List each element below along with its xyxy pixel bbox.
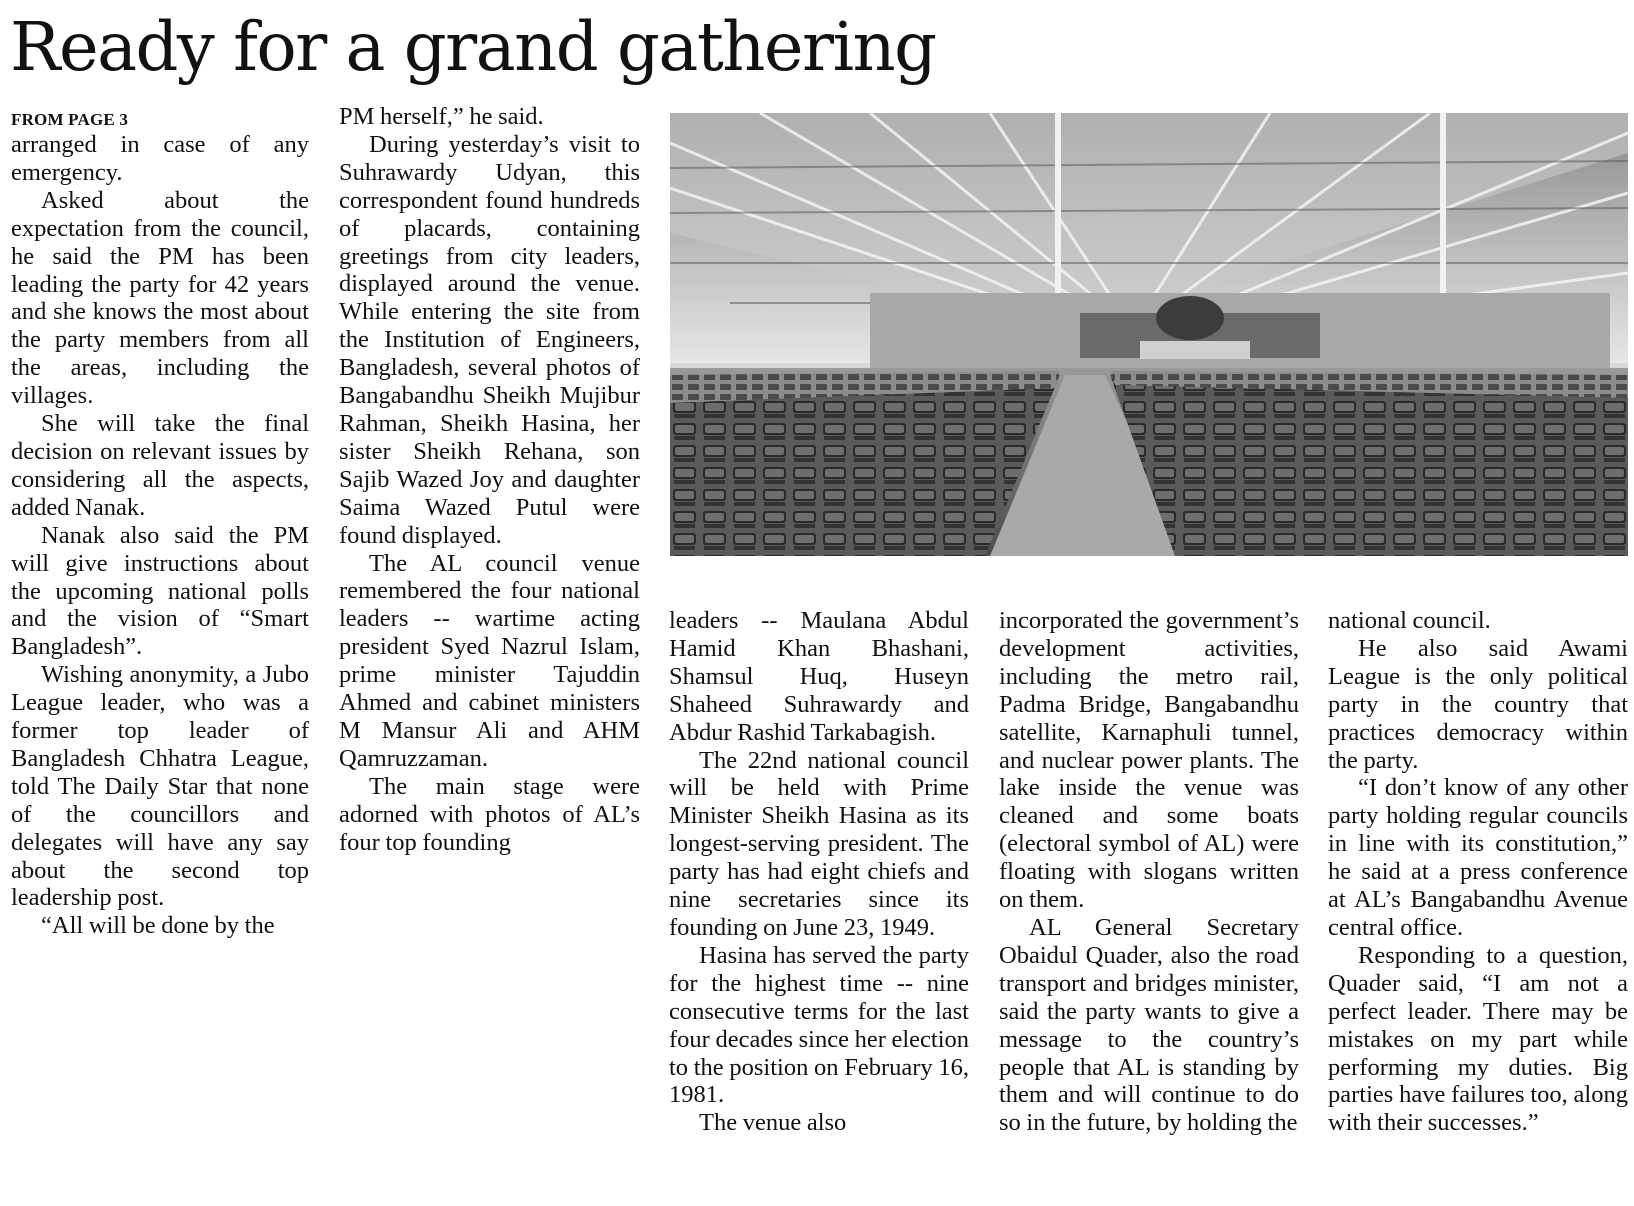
- paragraph: Responding to a question, Quader said, “I am not a perfect leader. There may be mistakes on my part while performing my duties. Big parties have failures too, along with their successes.”: [1328, 941, 1628, 1137]
- paragraph: arranged in case of any emergency.: [11, 131, 309, 186]
- paragraph: The AL council venue remembered the four national leaders -- wartime acting president Syed Nazrul Islam, prime minister Tajuddin Ahmed and cabinet ministers M Mansur Ali and AHM Qamruzzaman.: [339, 549, 640, 772]
- paragraph: The 22nd national council will be held with Prime Minister Sheikh Hasina as its longest-serving president. The party has had eight chiefs and nine secretaries since its founding on June 23, 1949.: [669, 746, 969, 941]
- article-column-1: [11, 131, 309, 940]
- paragraph: The venue also: [699, 1109, 847, 1137]
- paragraph: Asked about the expectation from the council, he said the PM has been leading the party for 42 years and she knows the most about the party members from all the areas, including the villages.: [11, 186, 309, 410]
- article-column-2: [339, 103, 640, 856]
- paragraph: Wishing anonymity, a Jubo League leader, who was a former top leader of Bangladesh Chhatra League, told The Daily Star that none of the councillors and delegates will have any say about the second top leadership post.: [11, 661, 309, 912]
- paragraph: She will take the final decision on relevant issues by considering all the aspects, added Nanak.: [11, 410, 309, 521]
- headline: Ready for a grand gathering: [10, 8, 936, 86]
- paragraph: Hasina has served the party for the highest time -- nine consecutive terms for the last four decades since her election to the position on February 16, 1981.: [669, 941, 970, 1109]
- paragraph: AL General Secretary Obaidul Quader, also the road transport and bridges minister, said the party wants to give a message to the country’s people that AL is standing by them and will continue to do so in the future, by holding the: [999, 913, 1299, 1137]
- paragraph: He also said Awami League is the only political party in the country that practices democracy within the party.: [1328, 634, 1628, 774]
- continuation-kicker: FROM PAGE 3: [11, 110, 129, 129]
- paragraph: PM herself,” he said.: [339, 103, 544, 130]
- article-column-3: [669, 607, 969, 1137]
- paragraph: leaders -- Maulana Abdul Hamid Khan Bhashani, Shamsul Huq, Huseyn Shaheed Suhrawardy and Abdur Rashid Tarkabagish.: [669, 607, 969, 746]
- paragraph: “I don’t know of any other party holding regular councils in line with its constitution,” he said at a press conference at AL’s Bangabandhu Avenue central office.: [1328, 774, 1628, 941]
- venue-photo: [670, 113, 1628, 556]
- paragraph: “All will be done by the: [41, 912, 275, 940]
- article-column-4: [999, 607, 1299, 1137]
- article-column-5: [1328, 607, 1628, 1137]
- paragraph: The main stage were adorned with photos of AL’s four top founding: [339, 772, 640, 856]
- paragraph: Nanak also said the PM will give instructions about the upcoming national polls and the vision of “Smart Bangladesh”.: [11, 521, 309, 661]
- paragraph: incorporated the government’s development activities, including the metro rail, Padma Bridge, Bangabandhu satellite, Karnaphuli tunnel, and nuclear power plants. The lake inside the venue was cleaned and some boats (electoral symbol of AL) were floating with slogans written on them.: [999, 607, 1299, 914]
- paragraph: During yesterday’s visit to Suhrawardy Udyan, this correspondent found hundreds of placards, containing greetings from city leaders, displayed around the venue. While entering the site from the Institution of Engineers, Bangladesh, several photos of Bangabandhu Sheikh Mujibur Rahman, Sheikh Hasina, her sister Sheikh Rehana, son Sajib Wazed Joy and daughter Saima Wazed Putul were found displayed.: [339, 130, 640, 549]
- paragraph: national council.: [1328, 607, 1491, 634]
- tent-interior-image: [670, 113, 1628, 556]
